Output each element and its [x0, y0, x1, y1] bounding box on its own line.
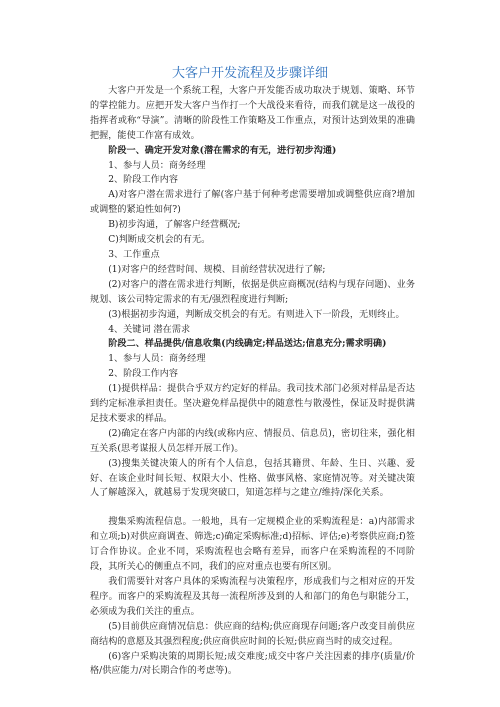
list-item: 1、参与人员：商务经理 — [108, 160, 206, 171]
intro-paragraph: 大客户开发是一个系统工程，大客户开发能否成功取决于规划、策略、环节的掌控能力。应把开发大客户当作打一个大战役来看待，而我们就是这一战役的指挥者或称“导演”。清晰的阶段性工作策略及工作重点，对预计达到效果的准确把握，能使工作富有成效。 — [90, 86, 415, 141]
list-item: (3)搜集关键决策人的所有个人信息，包括其籍贯、年龄、生日、兴趣、爱好、在该企业时间长短、权限大小、性格、做事风格、家庭情况等。对关键决策人了解越深入，就越易于发现突破口，知道怎样与之建立/维持/深化关系。 — [90, 458, 415, 499]
stage-one-heading: 阶段一、确定开发对象(潜在需求的有无，进行初步沟通) — [108, 144, 337, 156]
body-paragraph: 我们需要针对客户具体的采购流程与决策程序，形成我们与之相对应的开发程序。而客户的采购流程及其每一流程所涉及到的人和部门的角色与职能分工，必须成为我们关注的重点。 — [90, 577, 415, 617]
list-item: (2)确定在客户内部的内线(或称内应、情报员、信息员)，密切往来，强化相互关系(思考谋报人员怎样开展工作)。 — [90, 428, 415, 454]
list-item: 3、工作重点 — [108, 249, 160, 260]
list-item: (3)根据初步沟通，判断成交机会的有无。有则进入下一阶段，无则终止。 — [108, 309, 405, 320]
list-item: 2、阶段工作内容 — [108, 175, 179, 186]
list-item: (6)客户采购决策的周期长短;成交难度;成交中客户关注因素的排序(质量/价格/供应能力/对长期合作的考虑等)。 — [90, 651, 415, 677]
stage-two-heading: 阶段二、样品提供/信息收集(内线确定;样品送达;信息充分;需求明确) — [108, 338, 387, 350]
list-item: 4、关键词 潜在需求 — [108, 324, 191, 335]
document-body — [90, 84, 415, 679]
list-item: (1)提供样品：提供合乎双方约定好的样品。我司技术部门必须对样品是否达到约定标准承担责任。坚决避免样品提供中的随意性与散漫性，保证及时提供满足技术要求的样品。 — [90, 384, 415, 424]
list-item: B)初步沟通，了解客户经营概况; — [108, 220, 241, 231]
document-title: 大客户开发流程及步骤详细 — [171, 66, 328, 81]
list-item: (2)对客户的潜在需求进行判断，依据是供应商概况(结构与现存问题)、业务规划、该公司特定需求的有无/强烈程度进行判断; — [90, 279, 415, 305]
list-item: C)判断成交机会的有无。 — [108, 235, 211, 246]
list-item: 1、参与人员：商务经理 — [108, 354, 206, 365]
list-item: (1)对客户的经营时间、规模、目前经营状况进行了解; — [108, 264, 326, 275]
list-item: 2、阶段工作内容 — [108, 369, 179, 380]
list-item: A)对客户潜在需求进行了解(客户基于何种考虑需要增加或调整供应商?增加或调整的紧迫性如何?) — [90, 190, 415, 216]
list-item: (5)目前供应商情况信息：供应商的结构;供应商现存问题;客户改变目前供应商结构的意愿及其强烈程度;供应商供应时间的长短;供应商当时的成交过程。 — [90, 621, 415, 647]
procurement-paragraph: 搜集采购流程信息。一般地，具有一定规模企业的采购流程是：a)内部需求和立项;b)对供应商调查、筛选;c)确定采购标准;d)招标、评估;e)考察供应商;f)签订合作协议。企业不同，采购流程也会略有差异，而客户在采购流程的不同阶段，其所关心的侧重点不同，我们的应对重点也要有所区别。 — [90, 517, 415, 573]
